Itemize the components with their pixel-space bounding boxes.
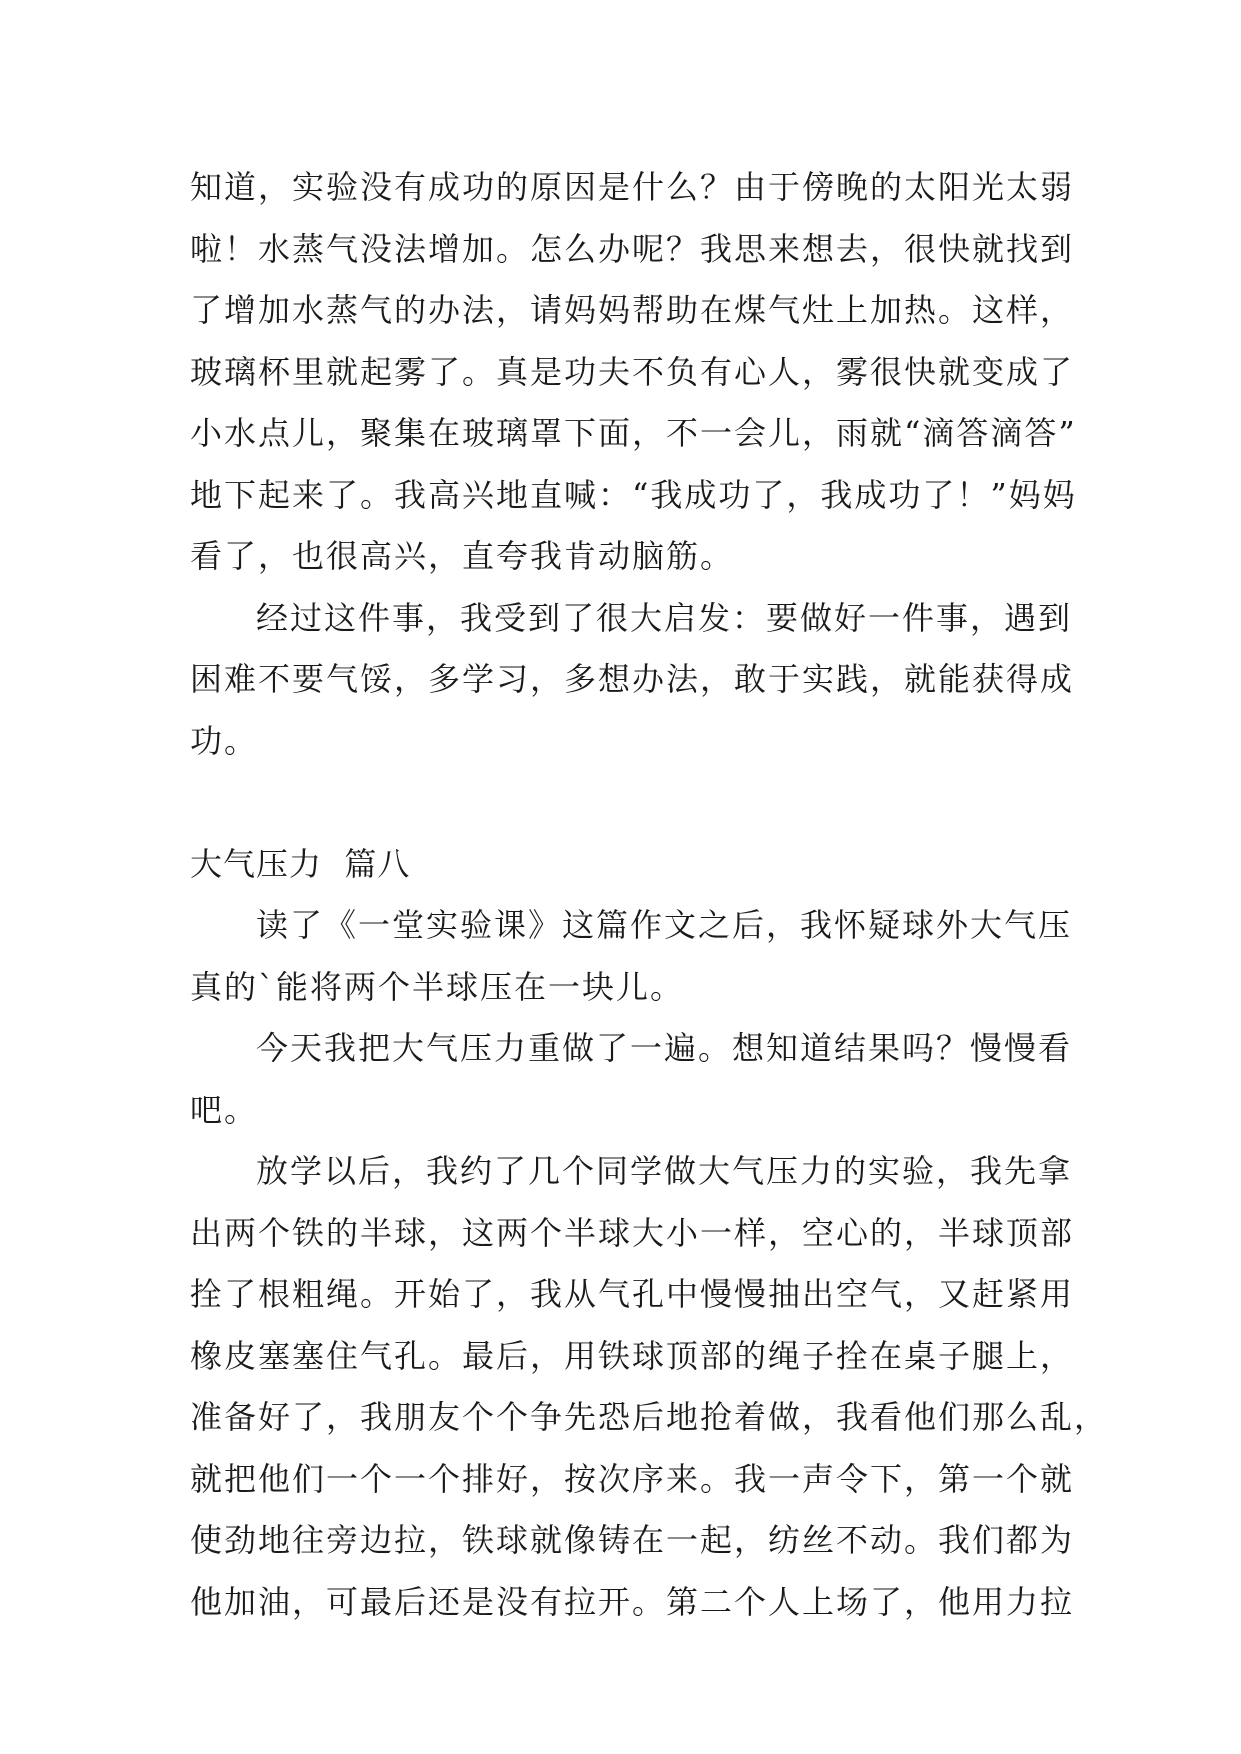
body-line: 吧。	[190, 1090, 259, 1129]
body-line: 地下起来了。我高兴地直喊：“我成功了，我成功了！”妈妈	[190, 475, 1077, 514]
body-line: 他加油，可最后还是没有拉开。第二个人上场了，他用力拉	[190, 1582, 1075, 1621]
body-line: 今天我把大气压力重做了一遍。想知道结果吗？慢慢看	[256, 1029, 1073, 1067]
body-line: 使劲地往旁边拉，铁球就像铸在一起，纺丝不动。我们都为	[190, 1521, 1075, 1559]
body-line: 玻璃杯里就起雾了。真是功夫不负有心人，雾很快就变成了	[190, 352, 1075, 391]
body-line: 准备好了，我朋友个个争先恐后地抢着做，我看他们那么乱，	[190, 1398, 1109, 1436]
body-line: 功。	[190, 721, 259, 760]
body-line: 真的`能将两个半球压在一块儿。	[190, 967, 685, 1006]
body-line: 放学以后，我约了几个同学做大气压力的实验，我先拿	[256, 1152, 1073, 1190]
body-line: 经过这件事，我受到了很大启发：要做好一件事，遇到	[256, 598, 1073, 637]
document-body	[190, 157, 1109, 1633]
body-line: 读了《一堂实验课》这篇作文之后，我怀疑球外大气压	[256, 906, 1073, 944]
body-line: 知道，实验没有成功的原因是什么？由于傍晚的太阳光太弱	[190, 168, 1075, 206]
section-heading: 大气压力 篇八	[190, 844, 411, 883]
body-line: 就把他们一个一个排好，按次序来。我一声令下，第一个就	[190, 1459, 1075, 1498]
body-line: 了增加水蒸气的办法，请妈妈帮助在煤气灶上加热。这样，	[190, 291, 1075, 329]
body-line: 困难不要气馁，多学习，多想办法，敢于实践，就能获得成	[190, 660, 1075, 698]
body-line: 小水点儿，聚集在玻璃罩下面，不一会儿，雨就“滴答滴答”	[190, 414, 1077, 452]
body-line: 出两个铁的半球，这两个半球大小一样，空心的，半球顶部	[190, 1213, 1075, 1252]
body-line: 拴了根粗绳。开始了，我从气孔中慢慢抽出空气，又赶紧用	[190, 1275, 1075, 1313]
body-line: 橡皮塞塞住气孔。最后，用铁球顶部的绳子拴在桌子腿上，	[190, 1336, 1075, 1375]
body-line: 看了，也很高兴，直夸我肯动脑筋。	[190, 537, 735, 575]
body-line: 啦！水蒸气没法增加。怎么办呢？我思来想去，很快就找到	[190, 229, 1075, 268]
section-gap	[190, 772, 1070, 834]
